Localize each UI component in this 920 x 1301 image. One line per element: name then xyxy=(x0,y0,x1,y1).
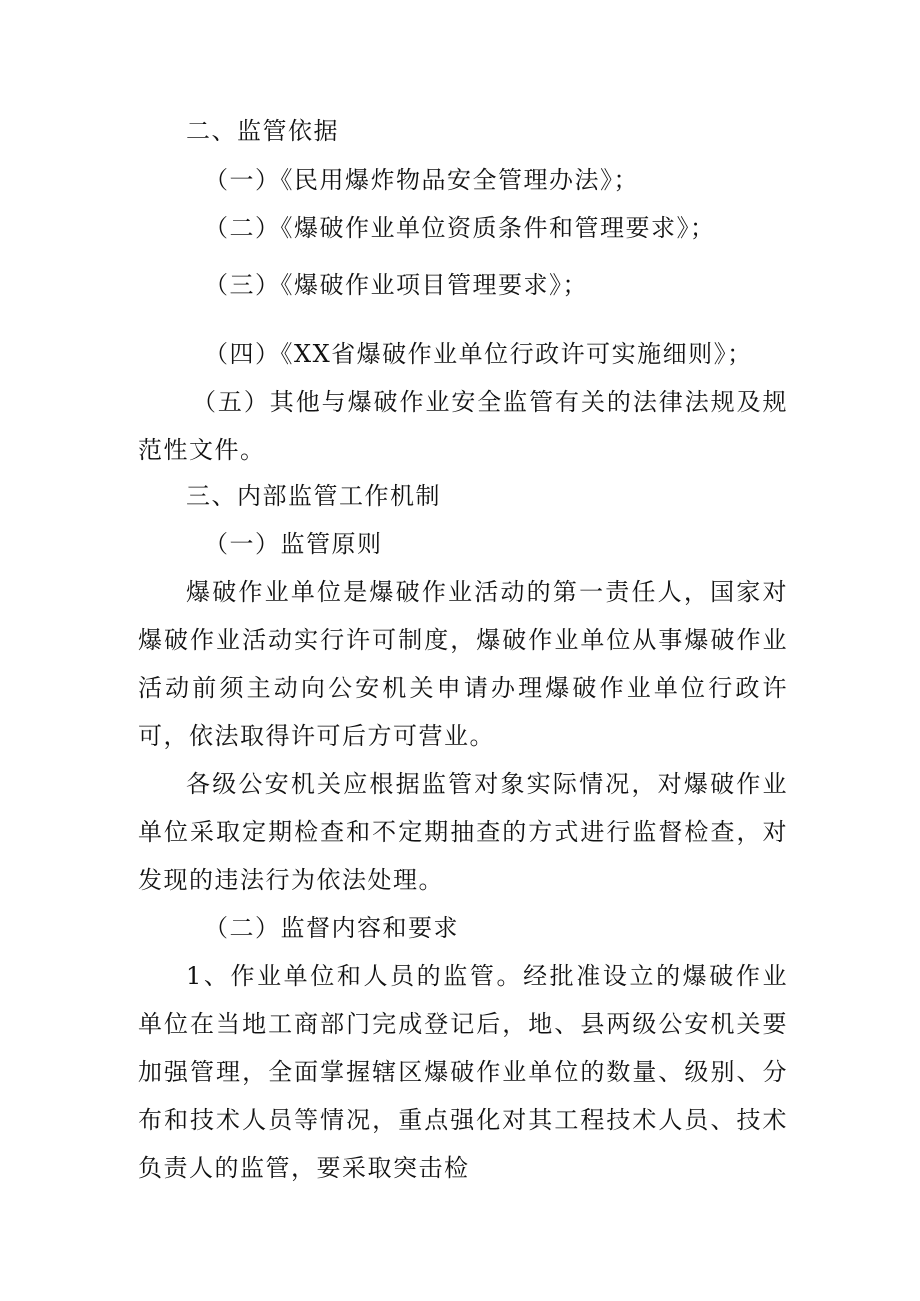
basis-item-5: （五）其他与爆破作业安全监管有关的法律法规及规范性文件。 xyxy=(138,388,788,464)
principle-paragraph-2: 各级公安机关应根据监管对象实际情况，对爆破作业单位采取定期检查和不定期抽查的方式进行监督检查，对发现的违法行为依法处理。 xyxy=(138,770,788,894)
basis-item-3: （三）《爆破作业项目管理要求》； xyxy=(204,271,588,299)
basis-item-2: （二）《爆破作业单位资质条件和管理要求》； xyxy=(204,214,716,242)
supervision-paragraph-1: 1、作业单位和人员的监管。经批准设立的爆破作业单位在当地工商部门完成登记后，地、县两级公安机关要加强管理，全面掌握辖区爆破作业单位的数量、级别、分布和技术人员等情况，重点强化对其工程技术人员、技术负责人的监管，要采取突击检 xyxy=(138,962,788,1182)
section2-heading: 二、监管依据 xyxy=(186,117,339,145)
principle-paragraph-1: 爆破作业单位是爆破作业活动的第一责任人，国家对爆破作业活动实行许可制度，爆破作业单位从事爆破作业活动前须主动向公安机关申请办理爆破作业单位行政许可，依法取得许可后方可营业。 xyxy=(138,578,788,750)
section3-heading: 三、内部监管工作机制 xyxy=(186,482,441,510)
basis-item-4: （四）《XX省爆破作业单位行政许可实施细则》； xyxy=(204,340,753,368)
principle-heading: （一）监管原则 xyxy=(204,530,383,558)
basis-item-1: （一）《民用爆炸物品安全管理办法》； xyxy=(204,166,639,194)
supervision-heading: （二）监督内容和要求 xyxy=(204,914,459,942)
